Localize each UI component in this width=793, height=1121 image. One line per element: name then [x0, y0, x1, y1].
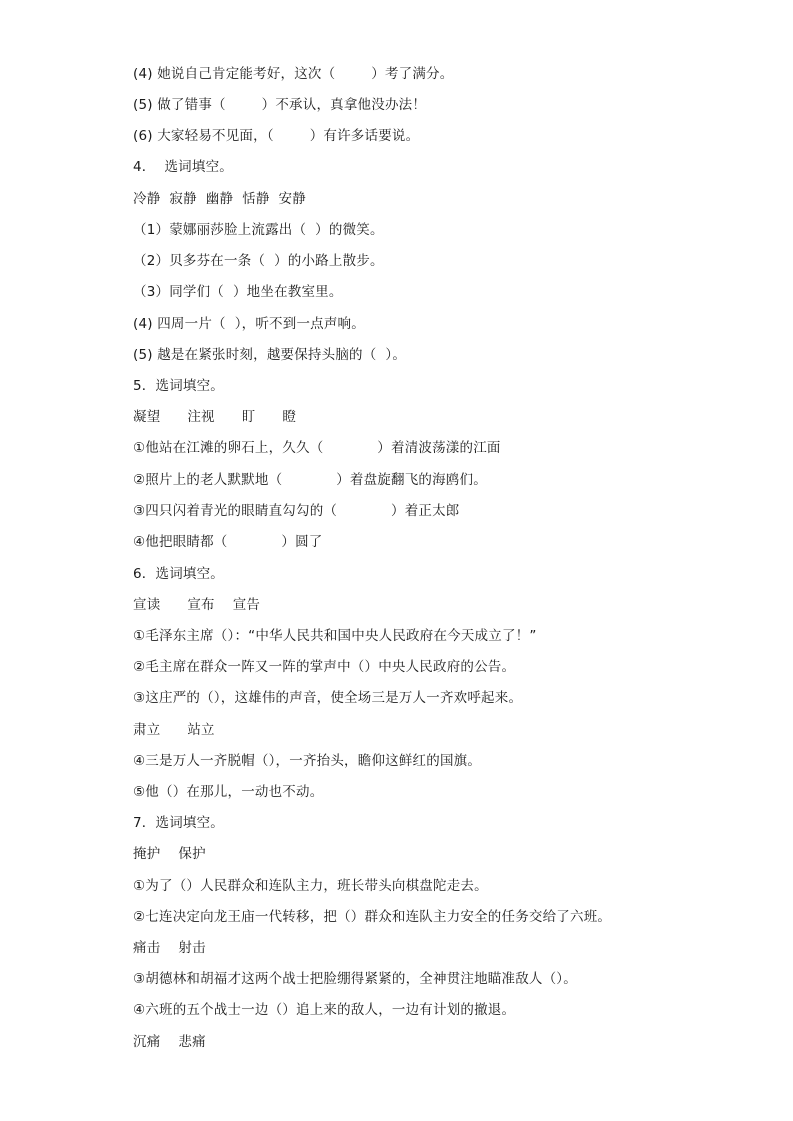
- text-line: (5) 越是在紧张时刻，越要保持头脑的（ ）。: [133, 347, 407, 363]
- text-line: ②照片上的老人默默地（ ）着盘旋翻飞的海鸥们。: [133, 472, 487, 488]
- text-line: ④六班的五个战士一边（）追上来的敌人，一边有计划的撤退。: [133, 1002, 516, 1018]
- word-choices: 掩护 保护: [133, 846, 206, 862]
- text-line: （2）贝多芬在一条（ ）的小路上散步。: [133, 253, 384, 269]
- text-line: ③这庄严的（），这雄伟的声音，使全场三是万人一齐欢呼起来。: [133, 690, 523, 706]
- text-line: (4) 四周一片（ ），听不到一点声响。: [133, 316, 365, 332]
- text-line: ⑤他（）在那儿，一动也不动。: [133, 784, 324, 800]
- word-choices: 沉痛 悲痛: [133, 1034, 206, 1050]
- text-line: (6) 大家轻易不见面，（ ）有许多话要说。: [133, 128, 420, 144]
- text-line: ③胡德林和胡福才这两个战士把脸绷得紧紧的，全神贯注地瞄准敌人（）。: [133, 971, 577, 987]
- text-line: （1）蒙娜丽莎脸上流露出（ ）的微笑。: [133, 222, 384, 238]
- word-choices: 痛击 射击: [133, 940, 206, 956]
- word-choices: 凝望 注视 盯 瞪: [133, 409, 297, 425]
- text-line: (4) 她说自己肯定能考好，这次（ ）考了满分。: [133, 66, 454, 82]
- text-line: ③四只闪着青光的眼睛直勾勾的（ ）着正太郎: [133, 503, 460, 519]
- text-line: ④他把眼睛都（ ）圆了: [133, 534, 323, 550]
- question-heading: 7．选词填空。: [133, 815, 224, 831]
- text-line: ①他站在江滩的卵石上，久久（ ）着清波荡漾的江面: [133, 440, 501, 456]
- text-line: (5) 做了错事（ ）不承认，真拿他没办法！: [133, 97, 427, 113]
- text-line: ④三是万人一齐脱帽（），一齐抬头，瞻仰这鲜红的国旗。: [133, 753, 482, 769]
- text-line: ②毛主席在群众一阵又一阵的掌声中（）中央人民政府的公告。: [133, 659, 516, 675]
- question-heading: 4． 选词填空。: [133, 159, 233, 175]
- question-heading: 6．选词填空。: [133, 566, 224, 582]
- word-choices: 宣读 宣布 宣告: [133, 597, 261, 613]
- text-line: ①毛泽东主席（）：“中华人民共和国中央人民政府在今天成立了！”: [133, 628, 537, 644]
- question-heading: 5．选词填空。: [133, 378, 224, 394]
- word-choices: 肃立 站立: [133, 722, 215, 738]
- word-choices: 冷静 寂静 幽静 恬静 安静: [133, 191, 306, 207]
- text-line: ②七连决定向龙王庙一代转移，把（）群众和连队主力安全的任务交给了六班。: [133, 909, 612, 925]
- text-line: ①为了（）人民群众和连队主力，班长带头向棋盘陀走去。: [133, 878, 488, 894]
- text-line: （3）同学们（ ）地坐在教室里。: [133, 284, 343, 300]
